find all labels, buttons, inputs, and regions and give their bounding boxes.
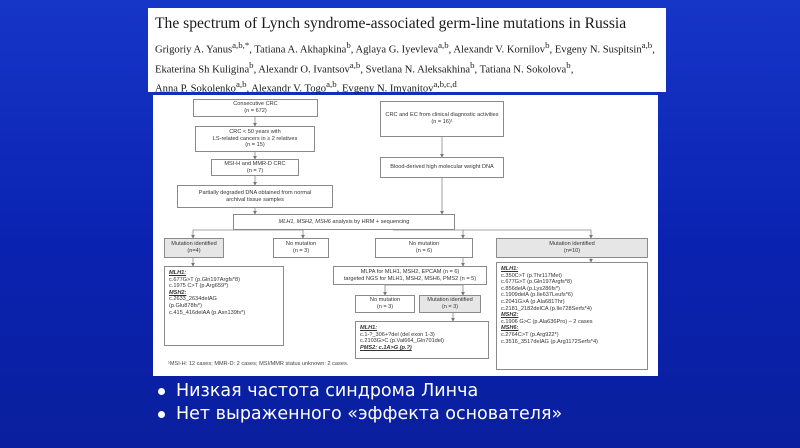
author-affiliation: a,b,* bbox=[232, 40, 250, 50]
paper-header bbox=[148, 8, 666, 95]
box-line: MSI-H and MMR-D CRC bbox=[224, 160, 286, 167]
mutation-lines bbox=[360, 325, 444, 351]
author-name: Anna P. Sokolenko bbox=[155, 83, 236, 95]
box-line: No mutation bbox=[369, 297, 401, 304]
hrm-analysis-box bbox=[233, 214, 455, 230]
degraded-dna-box bbox=[177, 185, 333, 208]
author-affiliation: a,b,c,d bbox=[433, 79, 457, 90]
gene-label: MLH1: bbox=[169, 270, 187, 276]
mutation-entry: c.2103G>C (p.Val664_Gln701del) bbox=[360, 338, 445, 345]
author-name: Alexandr O. Ivantsov bbox=[258, 64, 350, 76]
blood-dna-box bbox=[380, 157, 504, 178]
paper-title: The spectrum of Lynch syndrome-associated germ-line mutations in Russia bbox=[155, 15, 627, 32]
crc-ec-box bbox=[380, 101, 504, 137]
box-line: No mutation bbox=[285, 241, 317, 248]
left-mutation-identified-box bbox=[164, 238, 224, 258]
box-line: (n = 7) bbox=[246, 167, 264, 174]
author-name: Grigoriy A. Yanus bbox=[155, 44, 233, 56]
box-line: No mutation bbox=[408, 241, 440, 248]
consecutive-crc-box bbox=[193, 99, 318, 117]
box-line: (n = 16)¹ bbox=[431, 119, 453, 125]
mutation-entry: c.1-?_306+?del (del exon 1-3) bbox=[360, 331, 435, 338]
box-line: Consecutive CRC bbox=[233, 101, 278, 108]
mutation-entry: c.856delA (p.Lys286fs*) bbox=[501, 285, 560, 292]
author-affiliation: a,b bbox=[641, 40, 653, 50]
bullet-dot-icon bbox=[158, 411, 165, 418]
ngs-mutation-list bbox=[355, 321, 489, 359]
mutation-entry: c.415_416delAA (p.Asn139fs*) bbox=[169, 309, 246, 316]
box-line: Mutation identified bbox=[427, 297, 473, 304]
box-line: (n = 3) bbox=[292, 248, 310, 254]
author-affiliation: b bbox=[346, 40, 351, 50]
mutation-entry: c.1975 C>T (p.Arg659*) bbox=[169, 283, 229, 290]
box-line: LS-related cancers in ≥ 2 relatives bbox=[212, 135, 298, 142]
box-line: CRC and EC from clinical diagnostic activities bbox=[385, 112, 499, 119]
author-affiliation: b bbox=[545, 40, 550, 50]
author-name: Aglaya G. Iyevleva bbox=[355, 44, 439, 56]
box-line: (n = 15) bbox=[245, 142, 265, 149]
author-list: Grigoriy A. Yanus$^{a,b,*}$, Tatiana A. Akhapkina$^b$, Aglaya G. Iyevleva$^{a,b}$, Alexandr V. Kornilov$^b$, Evgeny N. Suspitsin$^{a,b}$, Ekaterina Sh Kuligina$^b$, Alexandr O. Ivantsov$^{a,b}$, Svetlana N. Aleksakhina$^b$, Tatiana N. Sokolova$^b$, Anna P. Sokolenko$^{a,b}$, Alexandr V. Togo$^{a,b}$, Evgeny N. Imyanitov$^{a,b,c,d}$ bbox=[155, 40, 655, 95]
mutation-lines bbox=[501, 266, 598, 345]
mutation-entry: c.350C>T (p.Thr117Met) bbox=[501, 272, 562, 279]
author-affiliation: a,b bbox=[326, 79, 337, 90]
right-mutation-identified-box bbox=[496, 238, 648, 258]
mutation-entry: (p.Glu878fs*) bbox=[169, 302, 202, 309]
mutation-entry: c.677G>T (p.Gln197Argfs*8) bbox=[169, 276, 240, 283]
author-name: Evgeny N. Suspitsin bbox=[554, 44, 642, 56]
bullet-low-frequency bbox=[158, 380, 562, 403]
author-affiliation: a,b bbox=[235, 79, 247, 90]
mutation-entry: c.1909delA (p.Ile637Leufs*6) bbox=[501, 292, 573, 299]
mutation-entry: c.2764C>T (p.Arg922*) bbox=[501, 331, 559, 338]
mutation-lines bbox=[169, 270, 245, 316]
author-name: Evgeny N. Imyanitov bbox=[341, 83, 434, 95]
bullet-text: Низкая частота синдрома Линча bbox=[176, 381, 479, 401]
box-line: (n = 672) bbox=[244, 108, 267, 114]
ngs-no-mutation-box bbox=[355, 295, 415, 313]
author-affiliation: b bbox=[470, 59, 475, 70]
author-name: Alexandr V. Togo bbox=[251, 83, 327, 95]
author-affiliation: a,b bbox=[438, 40, 449, 50]
box-line: MLPA for MLH1, MSH2, EPCAM (n = 6) bbox=[360, 268, 460, 275]
left-mutation-list bbox=[164, 266, 284, 346]
study-flowchart bbox=[153, 95, 658, 376]
box-line: Partially degraded DNA obtained from normal bbox=[198, 189, 312, 196]
box-line: Mutation identified bbox=[549, 241, 595, 248]
box-line: (n = 3) bbox=[376, 304, 394, 310]
mlpa-ngs-box bbox=[333, 266, 487, 285]
mutation-entry: c.677G>T (p.Gln197Argfs*8) bbox=[501, 279, 572, 286]
left-no-mutation-box bbox=[273, 238, 329, 258]
gene-label: MSH2: bbox=[169, 289, 187, 296]
author-name: Svetlana N. Aleksakhina bbox=[365, 64, 471, 76]
right-mutation-list bbox=[496, 262, 648, 370]
author-name: Tatiana N. Sokolova bbox=[479, 64, 567, 76]
gene-label: MSH2: bbox=[501, 312, 519, 319]
mutation-entry: c.2633_2634delAG bbox=[169, 296, 217, 303]
author-name: Ekaterina Sh Kuligina bbox=[155, 64, 250, 76]
author-affiliation: b bbox=[566, 59, 571, 70]
box-line: (n=4) bbox=[187, 248, 201, 254]
mutation-entry: c.1906 G>C (p.Ala636Pro) – 2 cases bbox=[501, 318, 593, 325]
crc-under-50-box bbox=[195, 126, 315, 152]
slide-bullets bbox=[158, 380, 562, 426]
box-line: (n = 6) bbox=[415, 248, 433, 254]
figure-footnote: ¹MSI-H: 12 cases; MMR-D: 2 cases; MSI/MMR status unknown: 2 cases. bbox=[168, 361, 349, 367]
ngs-mutation-identified-box bbox=[419, 295, 481, 313]
box-line: Blood-derived high molecular weight DNA bbox=[390, 164, 494, 171]
mutation-entry: c.3516_3517delAG (p.Arg1172Serfs*4) bbox=[501, 338, 598, 345]
author-affiliation: b bbox=[249, 59, 254, 70]
author-name: Alexandr V. Kornilov bbox=[453, 44, 546, 56]
mutation-entry: c.2041G>A (p.Ala681Thr) bbox=[501, 298, 565, 305]
msi-mmr-box bbox=[211, 159, 299, 176]
box-line: CRC < 50 years with bbox=[229, 129, 281, 136]
gene-list: MLH1, MSH2, MSH6 bbox=[278, 218, 331, 225]
mutation-entry: c.2181_2182delCA (p.Ile728Serfs*4) bbox=[501, 305, 592, 312]
gene-label: MLH1: bbox=[501, 266, 519, 272]
bullet-no-founder-effect bbox=[158, 403, 562, 426]
gene-label: PMS2: c.1A>G (p.?) bbox=[360, 344, 412, 351]
author-affiliation: a,b bbox=[349, 59, 361, 70]
box-line bbox=[279, 219, 410, 226]
analysis-label: analysis by HRM + sequencing bbox=[330, 218, 410, 225]
gene-label: MSH6: bbox=[501, 325, 519, 332]
bullet-dot-icon bbox=[158, 388, 165, 395]
author-name: Tatiana A. Akhapkina bbox=[254, 44, 347, 56]
bullet-text: Нет выраженного «эффекта основателя» bbox=[176, 404, 563, 424]
box-line: (n=10) bbox=[563, 248, 581, 254]
right-no-mutation-box bbox=[375, 238, 473, 258]
box-line: targeted NGS for MLH1, MSH2, MSH6, PMS2 (n = 5) bbox=[343, 275, 477, 282]
box-line: archival tissue samples bbox=[226, 196, 284, 203]
box-line: Mutation identified bbox=[171, 241, 217, 248]
box-line: (n = 3) bbox=[441, 304, 459, 310]
gene-label: MLH1: bbox=[360, 325, 378, 331]
